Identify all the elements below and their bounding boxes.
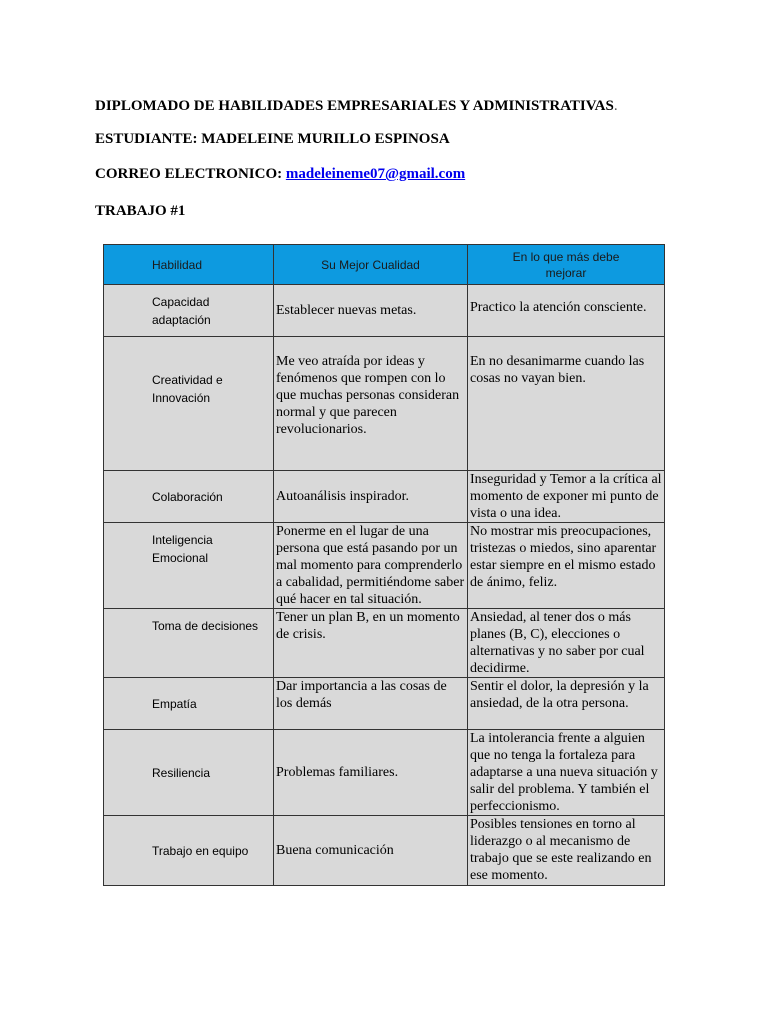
table-row — [104, 816, 665, 886]
skill-cell: Trabajo en equipo — [104, 816, 274, 886]
header-best-quality: Su Mejor Cualidad — [274, 245, 468, 285]
best-quality-cell: Ponerme en el lugar de una persona que está pasando por un mal momento para comprenderlo a cabalidad, permitiéndome saber qué hacer en tal situación. — [274, 523, 468, 609]
title-dot: . — [613, 98, 618, 114]
skill-cell: Capacidad adaptación — [104, 285, 274, 337]
table-row — [104, 337, 665, 471]
table-row — [104, 730, 665, 816]
best-quality-cell: Autoanálisis inspirador. — [274, 471, 468, 523]
table-row — [104, 523, 665, 609]
best-quality-cell: Me veo atraída por ideas y fenómenos que rompen con lo que muchas personas consideran normal y que parecen revolucionarios. — [274, 337, 468, 471]
student-name: MADELEINE MURILLO ESPINOSA — [201, 131, 450, 147]
student-label: ESTUDIANTE: — [95, 131, 198, 147]
improve-cell: Posibles tensiones en torno al liderazgo o al mecanismo de trabajo que se este realizando en ese momento. — [468, 816, 665, 886]
skill-cell: Empatía — [104, 678, 274, 730]
improve-cell: Practico la atención consciente. — [468, 285, 665, 337]
header-to-improve: En lo que más debe mejorar — [468, 245, 665, 285]
best-quality-cell: Tener un plan B, en un momento de crisis. — [274, 609, 468, 678]
email-link[interactable]: madeleineme07@gmail.com — [285, 166, 466, 182]
skill-cell: Resiliencia — [104, 730, 274, 816]
assignment-text: TRABAJO #1 — [95, 203, 186, 219]
email-label: CORREO ELECTRONICO: — [95, 166, 283, 182]
table-row — [104, 285, 665, 337]
improve-cell: Sentir el dolor, la depresión y la ansiedad, de la otra persona. — [468, 678, 665, 730]
improve-cell: Inseguridad y Temor a la crítica al momento de exponer mi punto de vista o una idea. — [468, 471, 665, 523]
skills-table — [103, 244, 665, 886]
skill-cell: Colaboración — [104, 471, 274, 523]
title-text: DIPLOMADO DE HABILIDADES EMPRESARIALES Y ADMINISTRATIVAS — [95, 98, 614, 114]
best-quality-cell: Establecer nuevas metas. — [274, 285, 468, 337]
best-quality-cell: Problemas familiares. — [274, 730, 468, 816]
table-row — [104, 471, 665, 523]
improve-cell: En no desanimarme cuando las cosas no vayan bien. — [468, 337, 665, 471]
skill-cell: Inteligencia Emocional — [104, 523, 274, 609]
assignment-title — [95, 202, 185, 220]
table-row — [104, 609, 665, 678]
improve-cell: Ansiedad, al tener dos o más planes (B, C), elecciones o alternativas y no saber por cual decidirme. — [468, 609, 665, 678]
document-title — [95, 97, 618, 115]
improve-cell: La intolerancia frente a alguien que no tenga la fortaleza para adaptarse a una nueva situación y salir del problema. Y también el perfeccionismo. — [468, 730, 665, 816]
skill-cell: Creatividad e Innovación — [104, 337, 274, 471]
header-skill: Habilidad — [104, 245, 274, 285]
best-quality-cell: Dar importancia a las cosas de los demás — [274, 678, 468, 730]
best-quality-cell: Buena comunicación — [274, 816, 468, 886]
email-line — [95, 165, 465, 183]
improve-cell: No mostrar mis preocupaciones, tristezas o miedos, sino aparentar estar siempre en el mismo estado de ánimo, feliz. — [468, 523, 665, 609]
table-header-row — [104, 245, 665, 285]
skill-cell: Toma de decisiones — [104, 609, 274, 678]
table-row — [104, 678, 665, 730]
student-line — [95, 130, 450, 148]
